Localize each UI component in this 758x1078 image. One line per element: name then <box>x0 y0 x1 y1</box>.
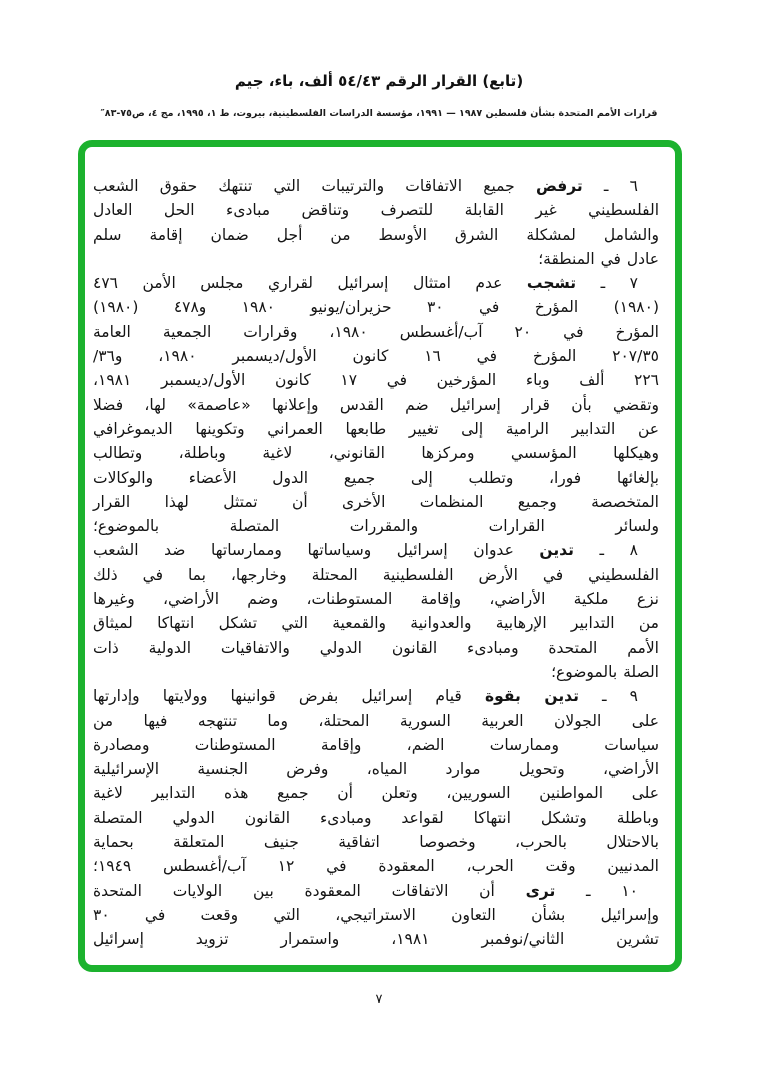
text-line: وإسرائيل بشأن التعاون الاستراتيجي، التي وقعت في ٣٠ <box>93 905 659 924</box>
paragraph-number: ٩ ـ <box>578 687 638 706</box>
paragraph-first-line-text: قيام إسرائيل بفرض قوانينها وولايتها وإدارتها <box>93 687 485 706</box>
paragraph-first-line <box>93 684 659 708</box>
paragraph-lead-verb: ترى <box>525 881 556 900</box>
paragraph-first-line <box>93 879 659 903</box>
highlight-box <box>78 140 682 972</box>
text-line: بإلغائها فورا، وتطلب إلى جميع الدول الأعضاء والوكالات <box>93 468 659 487</box>
paragraph-lead-verb: تدين بقوة <box>484 687 579 706</box>
text-line: المتخصصة وجميع المنظمات الأخرى أن تمتثل لهذا القرار <box>93 492 659 511</box>
paragraph-first-line <box>93 174 659 198</box>
paragraph-١٠ <box>93 879 659 952</box>
paragraph-lead-verb: تشجب <box>526 274 577 293</box>
source-citation: قرارات الأمم المتحدة بشأن فلسطين ١٩٨٧ — ١٩٩١، مؤسسة الدراسات الفلسطينية، بيروت، ط ١، ١٩٩٥، مج ٤، ص٧٥-٨٣″ <box>100 108 658 119</box>
paragraph-٧ <box>93 271 659 538</box>
text-line: الأراضي، وتحويل موارد المياه، وفرض الجنسية الإسرائيلية <box>93 760 659 779</box>
text-line: الأمم المتحدة ومبادىء القانون الدولي والاتفاقيات الدولية ذات <box>93 638 659 657</box>
paragraph-first-line-text: عدوان إسرائيل وسياساتها وممارساتها ضد الشعب <box>93 541 540 560</box>
text-line: بالاحتلال بالحرب، وخصوصا اتفاقية جنيف المتعلقة بحماية <box>93 833 659 852</box>
paragraph-first-line <box>93 271 659 295</box>
text-line: عادل في المنطقة؛ <box>538 249 659 268</box>
paragraph-first-line-text: جميع الاتفاقات والترتيبات التي تنتهك حقوق الشعب <box>93 177 536 195</box>
paragraph-٩ <box>93 684 659 878</box>
text-line: على المواطنين السوريين، وتعلن أن جميع هذه التدابير لاغية <box>93 784 659 803</box>
resolution-text <box>93 174 659 952</box>
text-line: الفلسطيني في الأرض الفلسطينية المحتلة وخارجها، بما في ذلك <box>93 565 659 584</box>
text-line: المؤرخ في ٢٠ آب/أغسطس ١٩٨٠، وقرارات الجمعية العامة <box>93 322 659 341</box>
text-line: ٢٠٧/٣٥ المؤرخ في ١٦ كانون الأول/ديسمبر ١٩٨٠، و٣٦/ <box>93 347 660 366</box>
paragraph-number: ٧ ـ <box>576 274 638 293</box>
paragraph-first-line <box>93 538 659 562</box>
text-line: ولسائر القرارات والمقررات المتصلة بالموضوع؛ <box>93 517 659 536</box>
paragraph-number: ١٠ ـ <box>555 881 638 900</box>
paragraph-first-line-text: أن الاتفاقات المعقودة بين الولايات المتحدة <box>93 881 526 900</box>
text-line: والشامل لمشكلة الشرق الأوسط من أجل ضمان إقامة سلم <box>93 225 659 244</box>
text-line: نزع ملكية الأراضي، وإقامة المستوطنات، وضم الأراضي، وغيرها <box>93 590 659 609</box>
text-line: (١٩٨٠) المؤرخ في ٣٠ حزيران/يونيو ١٩٨٠ و٤٧٨ (١٩٨٠) <box>93 298 659 317</box>
paragraph-٦ <box>93 174 659 271</box>
text-line: ٢٢٦ ألف وباء المؤرخين في ١٧ كانون الأول/ديسمبر ١٩٨١، <box>93 371 659 390</box>
text-line: الصلة بالموضوع؛ <box>551 662 659 681</box>
paragraph-first-line-text: عدم امتثال إسرائيل لقراري مجلس الأمن ٤٧٦ <box>93 274 527 293</box>
paragraph-number: ٦ ـ <box>582 177 638 195</box>
text-line: الفلسطيني غير القابلة للتصرف وتناقض مبادىء الحل العادل <box>93 201 659 220</box>
paragraph-number: ٨ ـ <box>573 541 638 560</box>
paragraph-lead-verb: تدين <box>539 541 574 560</box>
paragraph-٨ <box>93 538 659 684</box>
text-line: وتقضي بأن قرار إسرائيل ضم القدس وإعلانها «عاصمة» لها، فضلا <box>93 395 659 414</box>
text-line: على الجولان العربية السورية المحتلة، وما تنتهجه فيها من <box>93 711 659 730</box>
text-line: وباطلة وتشكل انتهاكا لقواعد ومبادىء القانون الدولي المتصلة <box>93 808 659 827</box>
text-line: وهيكلها المؤسسي ومركزها القانوني، لاغية وباطلة، وتطالب <box>93 444 659 463</box>
text-line: تشرين الثاني/نوفمبر ١٩٨١، واستمرار تزويد إسرائيل <box>93 930 659 949</box>
text-line: عن التدابير الرامية إلى تغيير طابعها العمراني وتكوينها الديموغرافي <box>93 419 659 438</box>
text-line: المدنيين وقت الحرب، المعقودة في ١٢ آب/أغسطس ١٩٤٩؛ <box>93 857 659 876</box>
text-line: من التدابير الإرهابية والعدوانية والقمعية التي تشكل انتهاكا لميثاق <box>93 614 659 633</box>
text-line: سياسات وممارسات الضم، وإقامة المستوطنات ومصادرة <box>93 735 659 754</box>
paragraph-lead-verb: ترفض <box>535 177 583 195</box>
page-title: (تابع) القرار الرقم ٥٤/٤٣ ألف، باء، جيم <box>234 72 524 90</box>
page-number: ٧ <box>375 992 383 1007</box>
